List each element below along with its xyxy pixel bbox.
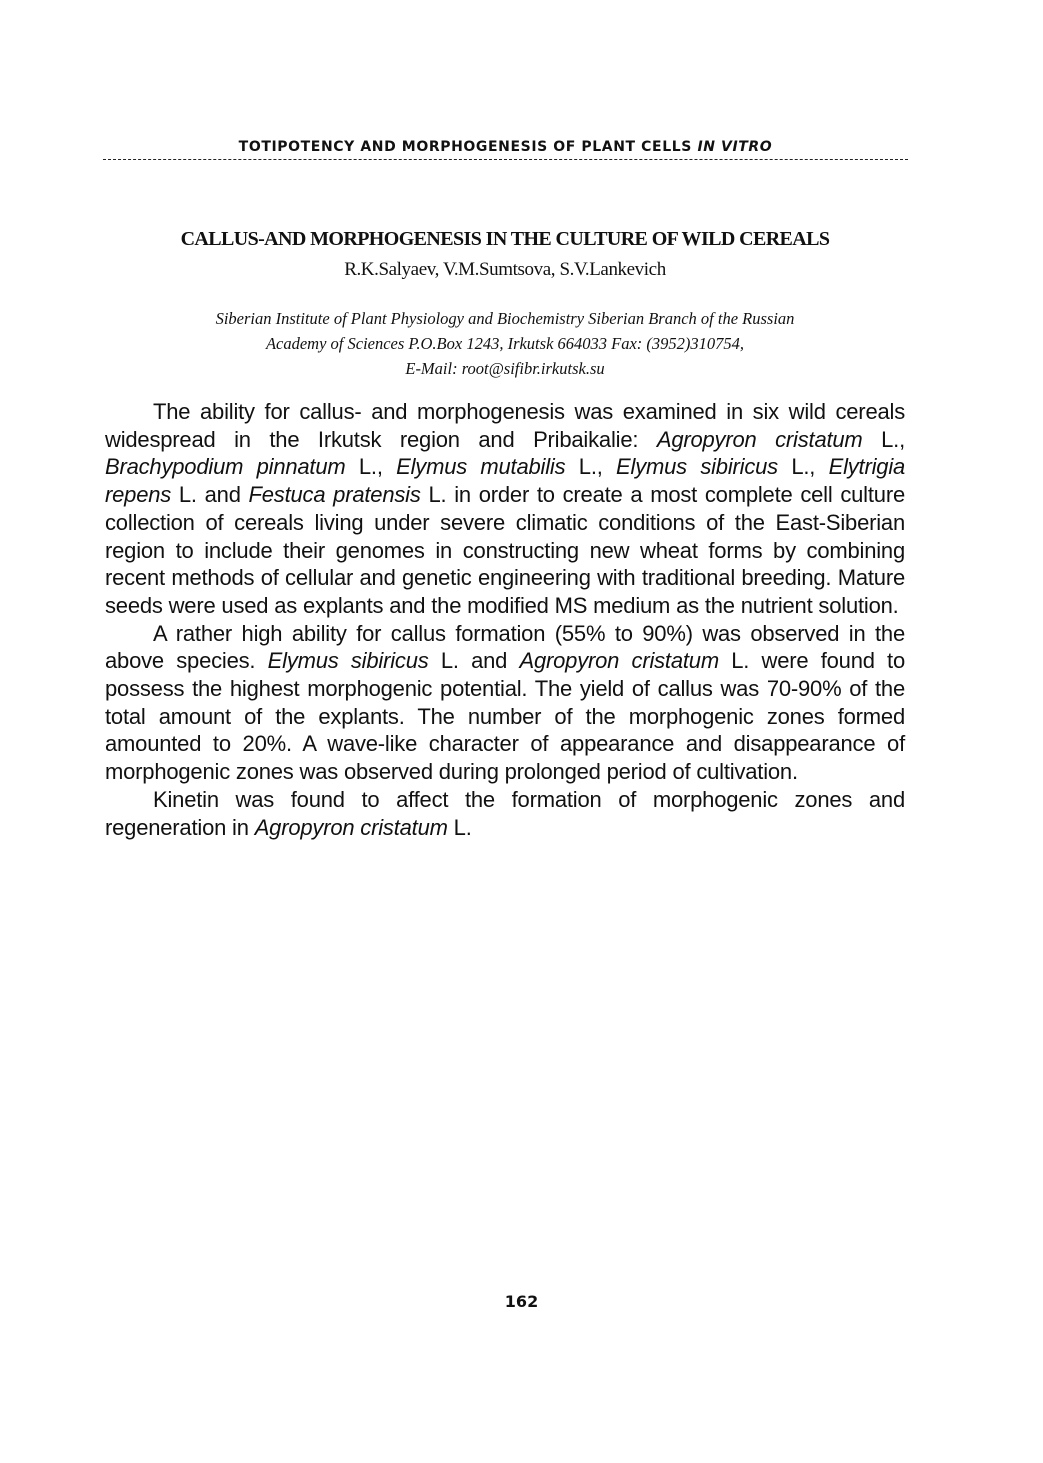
header-rule: [103, 159, 908, 160]
affiliation-line-1: Siberian Institute of Plant Physiology and Biochemistry Siberian Branch of the Russian: [215, 309, 795, 328]
text-segment: L.: [447, 814, 472, 840]
text-segment: L. and: [428, 648, 520, 674]
text-segment: Kinetin was found to affect the formation of morphogenic zones and regeneration in: [105, 786, 905, 840]
species-name: Agropyron cristatum: [656, 426, 863, 452]
species-name: Elymus mutabilis: [396, 454, 566, 480]
species-name: Elymus sibiricus: [616, 454, 778, 480]
text-segment: The ability for callus- and morphogenesis was examined in six wild cereals widespread in the Irkutsk region and Pribaikalie:: [105, 399, 905, 452]
species-name: Festuca pratensis: [248, 482, 421, 508]
running-head-main: TOTIPOTENCY AND MORPHOGENESIS OF PLANT CELLS: [238, 139, 692, 155]
affiliation-line-3: E-Mail: root@sifibr.irkutsk.su: [405, 359, 605, 378]
text-segment: L.,: [777, 454, 829, 480]
running-head: [103, 138, 908, 156]
text-segment: L. were found to possess the highest morphogenic potential. The yield of callus was 70-90% of the total amount of the explants. The number of the morphogenic zones formed amounted to 20%. A wave-like character of appearance and disappearance of morphogenic zones was observed during prolonged period of cultivation.: [105, 648, 906, 785]
species-name: Agropyron cristatum: [254, 814, 448, 840]
article-title: CALLUS-AND MORPHOGENESIS IN THE CULTURE OF WILD CEREALS: [180, 228, 830, 250]
text-segment: L.,: [345, 454, 397, 480]
text-segment: L.,: [565, 454, 617, 480]
paragraph-2: [105, 620, 905, 786]
paragraph-3: [105, 786, 905, 841]
page-number: 162: [504, 1292, 539, 1311]
affiliation: [100, 306, 910, 381]
paragraph-1: [105, 398, 905, 620]
affiliation-line-2: Academy of Sciences P.O.Box 1243, Irkutsk 664033 Fax: (3952)310754,: [265, 334, 745, 353]
text-segment: A rather high ability for callus formation (55% to 90%) was observed in the above species.: [105, 620, 905, 674]
species-name: Elytrigia repens: [105, 454, 906, 508]
species-name: Agropyron cristatum: [519, 648, 719, 674]
abstract-body: [105, 398, 905, 841]
authors: R.K.Salyaev, V.M.Sumtsova, S.V.Lankevich: [344, 259, 666, 280]
running-head-italic: IN VITRO: [697, 139, 773, 155]
species-name: Elymus sibiricus: [267, 648, 429, 674]
text-segment: L.,: [862, 426, 905, 452]
text-segment: L. in order to create a most complete cell culture collection of cereals living under severe climatic conditions of the East-Siberian region to include their genomes in constructing new wheat forms by combining recent methods of cellular and genetic engineering with traditional breeding. Mature seeds were used as explants and the modified MS medium as the nutrient solution.: [105, 482, 905, 618]
text-segment: L. and: [171, 482, 249, 508]
species-name: Brachypodium pinnatum: [105, 454, 346, 480]
